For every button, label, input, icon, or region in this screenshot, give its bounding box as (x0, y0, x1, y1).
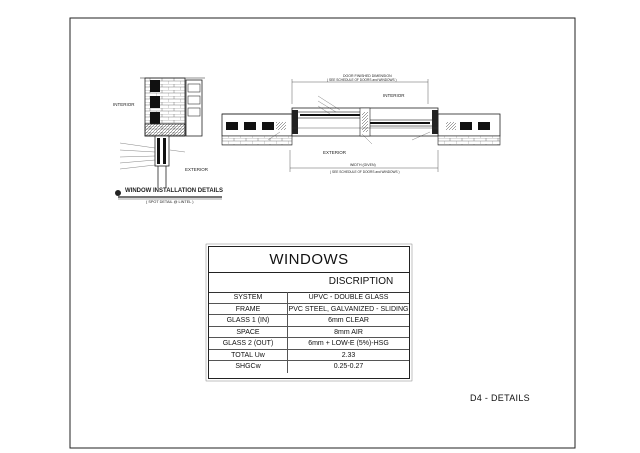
row-key: SHGCw (235, 363, 261, 370)
bottom-dimension-label: WIDTH (GIVEN) (350, 163, 376, 167)
top-dimension-label: DOOR FINISHED DIMENSION (343, 74, 392, 78)
table-row (209, 361, 409, 373)
table-row (209, 327, 409, 339)
plan-detail-right (222, 79, 500, 172)
detail-subtitle: ( SPOT DETAIL @ LINTEL ) (146, 200, 194, 204)
spec-header-label: DISCRIPTION (328, 276, 394, 287)
spec-table-rows (209, 292, 409, 373)
table-row (209, 292, 409, 304)
row-key: SPACE (236, 328, 260, 336)
label-exterior-right: EXTERIOR (323, 150, 347, 155)
top-dimension-note: ( SEE SCHEDULE OF DOORS and WINDOWS ) (327, 78, 397, 82)
row-value: UPVC - DOUBLE GLASS (287, 292, 409, 303)
row-value: 2.33 (287, 350, 409, 361)
row-value: 6mm CLEAR (287, 315, 409, 326)
row-key: TOTAL Uw (231, 351, 265, 359)
label-interior-right: INTERIOR (383, 93, 405, 98)
row-value: 0.25-0.27 (287, 361, 409, 373)
row-key: GLASS 1 (IN) (226, 317, 270, 324)
table-row (209, 350, 409, 362)
table-row (209, 315, 409, 327)
sheet-id-label: D4 - DETAILS (470, 393, 530, 403)
row-value: 6mm + LOW-E (5%)-HSG (287, 338, 409, 349)
detail-title: WINDOW INSTALLATION DETAILS (125, 188, 223, 194)
section-detail-left (115, 78, 222, 199)
spec-table-title: WINDOWS (209, 247, 409, 273)
label-interior-left: INTERIOR (113, 102, 135, 107)
windows-spec-table (208, 246, 410, 379)
table-row (209, 338, 409, 350)
row-key: GLASS 2 (OUT) (222, 340, 274, 347)
bottom-dimension-note: ( SEE SCHEDULE OF DOORS and WINDOWS ) (330, 170, 400, 174)
label-exterior-left: EXTERIOR (185, 167, 209, 172)
row-key: FRAME (235, 305, 261, 313)
spec-table-header (209, 272, 409, 293)
row-key: SYSTEM (233, 294, 263, 301)
row-value: PVC STEEL, GALVANIZED - SLIDING (288, 305, 409, 313)
row-value: 8mm AIR (287, 327, 409, 338)
table-row (209, 304, 409, 316)
